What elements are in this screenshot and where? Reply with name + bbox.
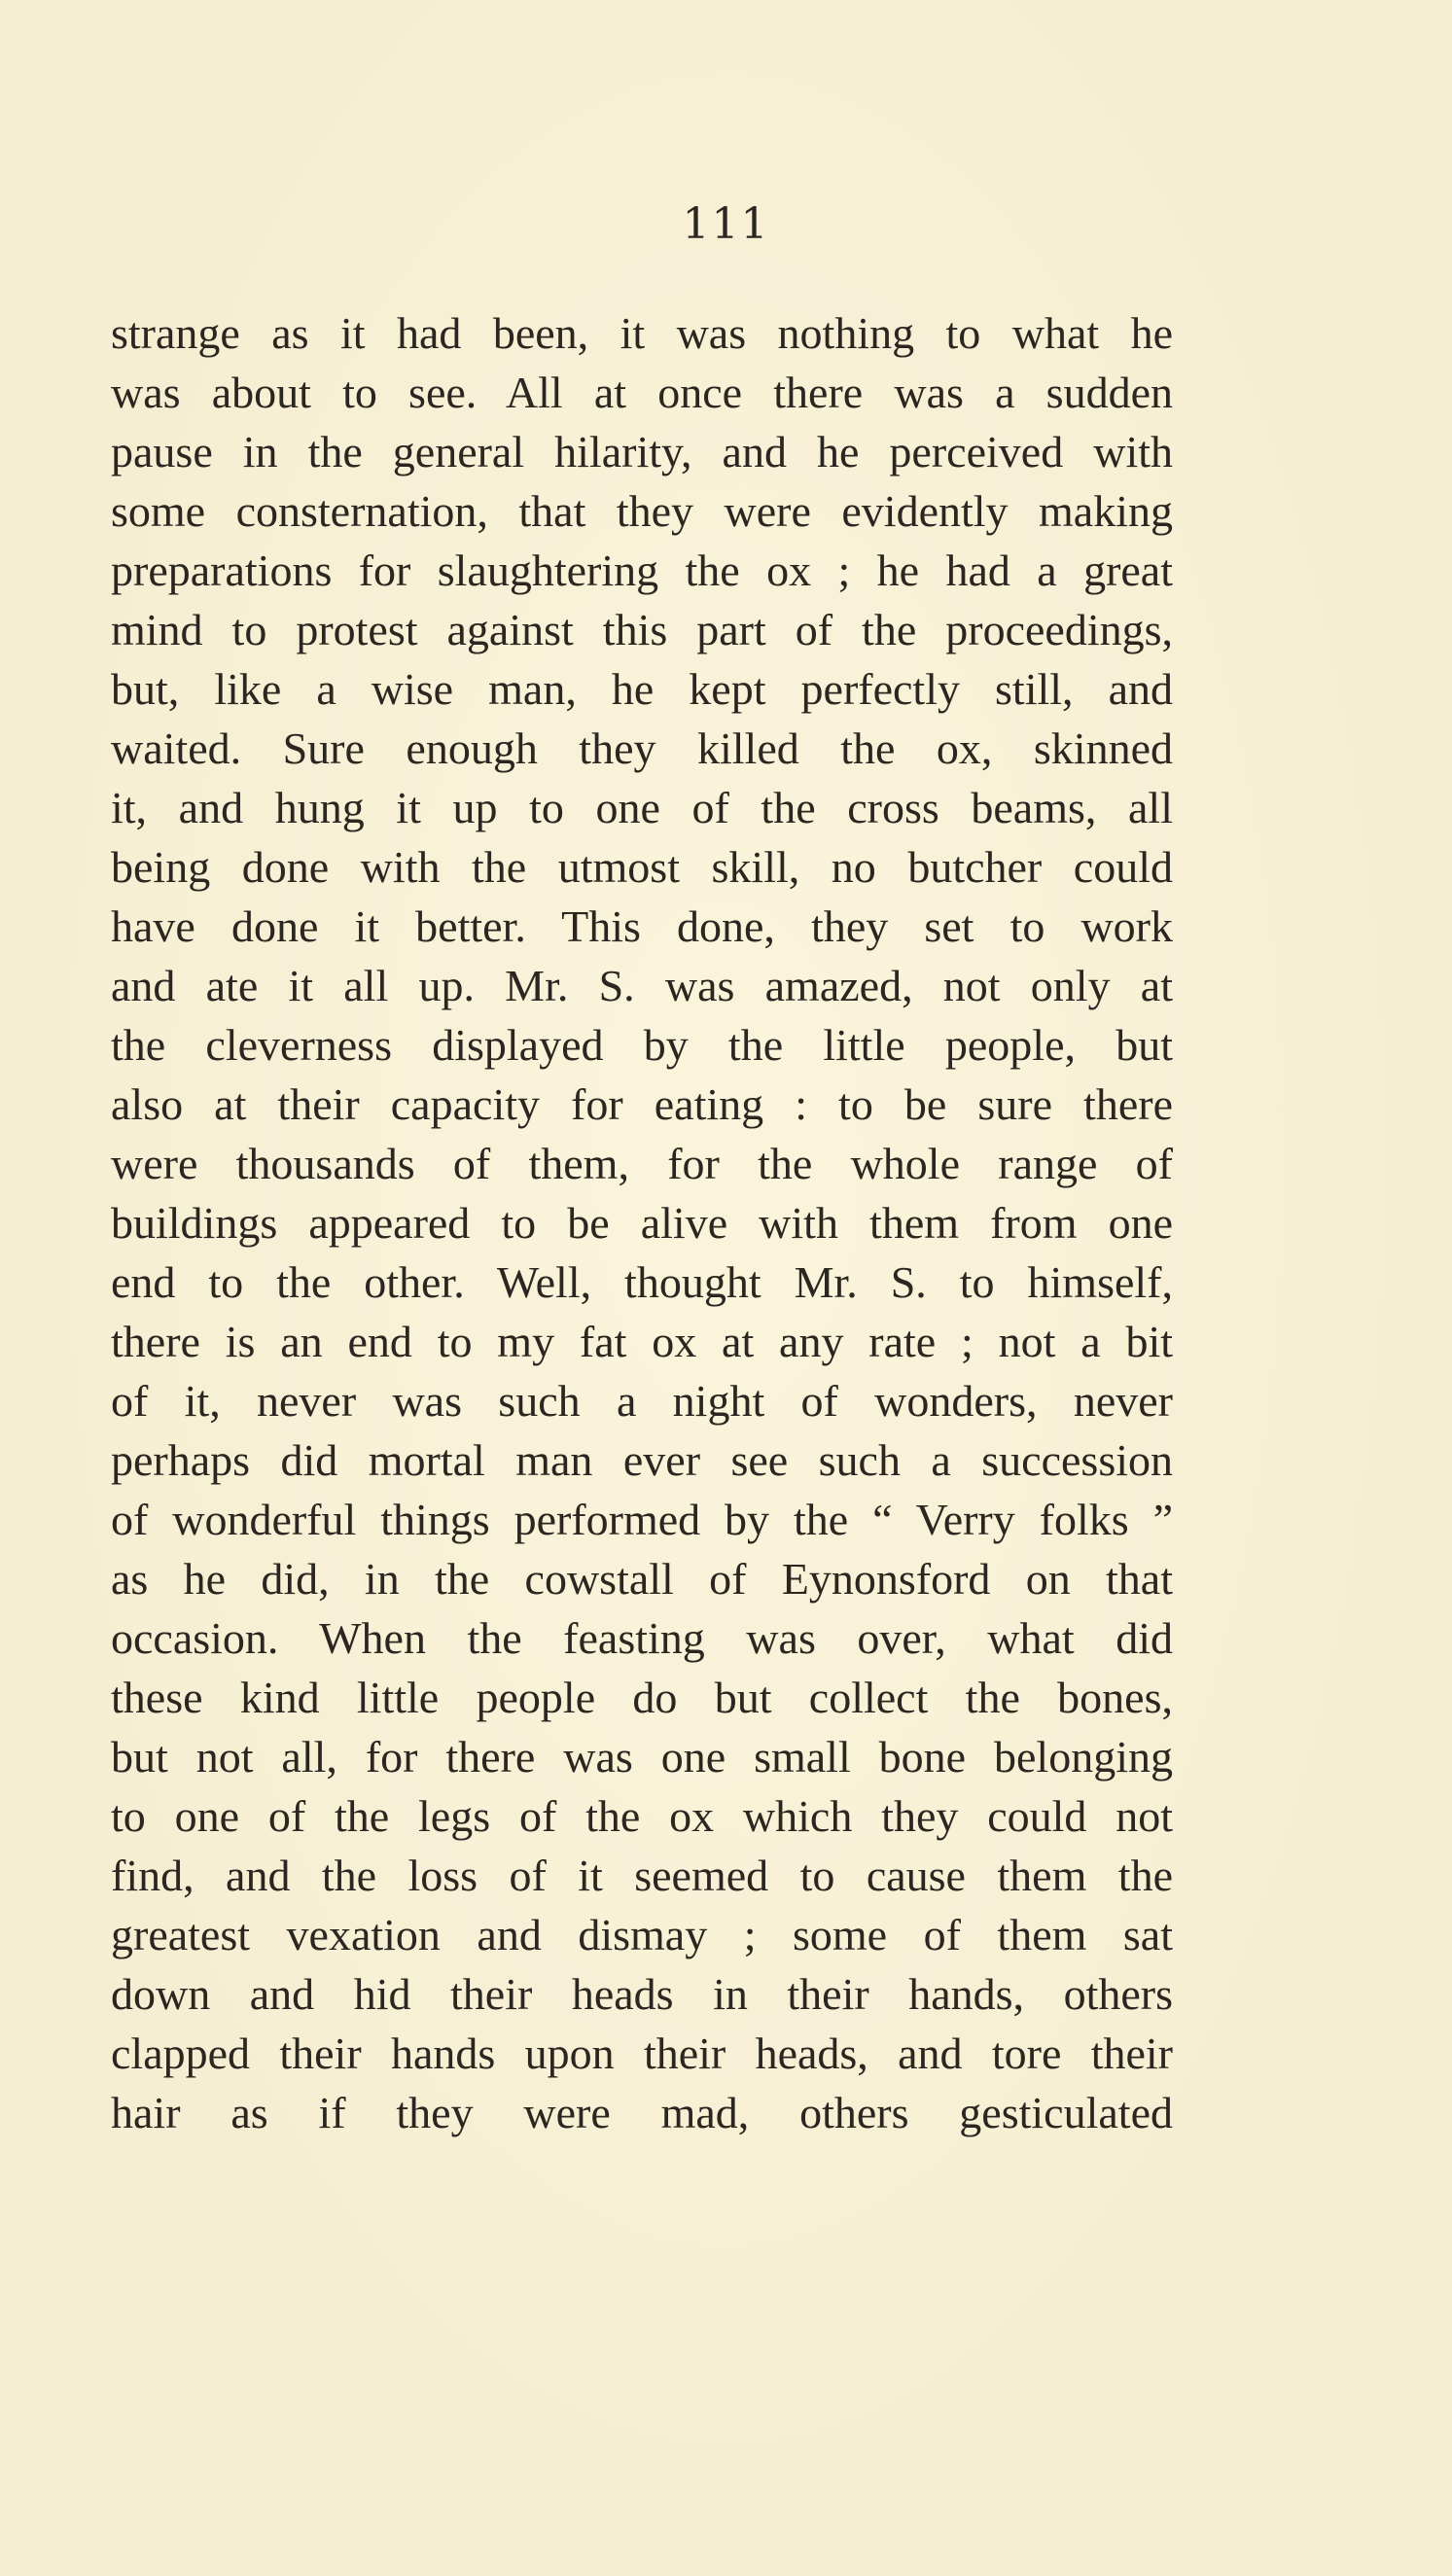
- text-line: find, and the loss of it seemed to cause them the: [111, 1851, 1173, 1900]
- text-line: mind to protest against this part of the proceedings,: [111, 605, 1173, 654]
- text-line: of it, never was such a night of wonders, never: [111, 1376, 1173, 1426]
- text-line: some consternation, that they were evidently making: [111, 486, 1173, 536]
- text-line: down and hid their heads in their hands, others: [111, 1969, 1173, 2019]
- text-line: the cleverness displayed by the little people, but: [111, 1020, 1173, 1070]
- text-line: preparations for slaughtering the ox ; he had a great: [111, 546, 1173, 595]
- text-line: it, and hung it up to one of the cross beams, all: [111, 783, 1173, 832]
- text-line: there is an end to my fat ox at any rate ; not a bit: [111, 1317, 1173, 1366]
- text-line: perhaps did mortal man ever see such a succession: [111, 1435, 1173, 1485]
- text-line: being done with the utmost skill, no butcher could: [111, 842, 1173, 892]
- text-line: and ate it all up. Mr. S. was amazed, not only at: [111, 961, 1173, 1010]
- text-line: but not all, for there was one small bone belonging: [111, 1732, 1173, 1782]
- body-text: [111, 303, 1173, 2142]
- text-line: were thousands of them, for the whole range of: [111, 1139, 1173, 1188]
- text-line: end to the other. Well, thought Mr. S. to himself,: [111, 1257, 1173, 1307]
- text-line: strange as it had been, it was nothing to what he: [111, 308, 1173, 358]
- page-number: 111: [682, 199, 770, 249]
- text-line: was about to see. All at once there was a sudden: [111, 368, 1173, 417]
- text-line: as he did, in the cowstall of Eynonsford on that: [111, 1554, 1173, 1604]
- text-line: these kind little people do but collect the bones,: [111, 1673, 1173, 1722]
- text-line: buildings appeared to be alive with them from one: [111, 1198, 1173, 1248]
- text-line: occasion. When the feasting was over, what did: [111, 1613, 1173, 1663]
- text-line: also at their capacity for eating : to be sure there: [111, 1079, 1173, 1129]
- text-line: to one of the legs of the ox which they could not: [111, 1791, 1173, 1841]
- text-line: but, like a wise man, he kept perfectly still, and: [111, 664, 1173, 714]
- text-line: waited. Sure enough they killed the ox, skinned: [111, 723, 1173, 773]
- text-line: clapped their hands upon their heads, and tore their: [111, 2029, 1173, 2078]
- text-line: of wonderful things performed by the “ Verry folks ”: [111, 1495, 1173, 1544]
- text-line: have done it better. This done, they set to work: [111, 901, 1173, 951]
- text-line: greatest vexation and dismay ; some of them sat: [111, 1910, 1173, 1959]
- text-line: pause in the general hilarity, and he perceived with: [111, 427, 1173, 476]
- text-line: hair as if they were mad, others gesticulated: [111, 2088, 1173, 2137]
